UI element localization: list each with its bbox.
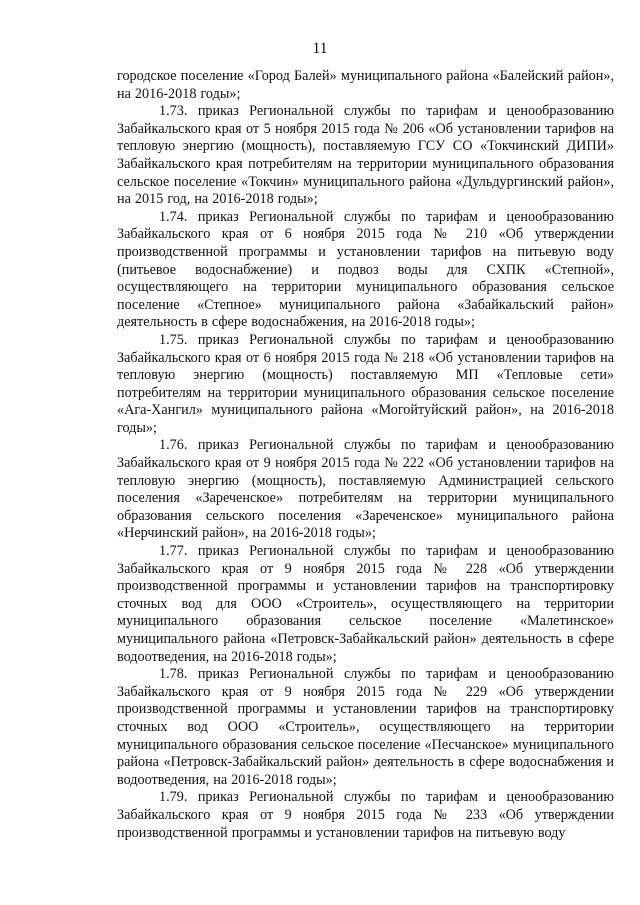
paragraph-item-1-78: 1.78. приказ Региональной службы по тарифам и ценообразованию Забайкальского края от 9 ноября 2015 года № 229 «Об утверждении производственной программы и установлении тарифов на транспортировку сточных вод ООО «Строитель», осуществляющего на территории муниципального образования сельское поселение «Песчанское» муниципального района «Петровск-Забайкальский район» деятельность в сфере водоснабжения и водоотведения, на 2016-2018 годы»;	[117, 666, 614, 788]
paragraph-item-1-74: 1.74. приказ Региональной службы по тарифам и ценообразованию Забайкальского края от 6 ноября 2015 года № 210 «Об утверждении производственной программы и установлении тарифов на питьевую воду (питьевое водоснабжение) и подвоз воды для СХПК «Степной», осуществляющего на территории муниципального образования сельское поселение «Степное» муниципального района «Забайкальский район» деятельность в сфере водоснабжения, на 2016-2018 годы»;	[117, 208, 614, 331]
paragraph-continuation: городское поселение «Город Балей» муниципального района «Балейский район», на 2016-2018 годы»;	[117, 68, 614, 102]
paragraph-item-1-77: 1.77. приказ Региональной службы по тарифам и ценообразованию Забайкальского края от 9 ноября 2015 года № 228 «Об утверждении производственной программы и установлении тарифов на транспортировку сточных вод для ООО «Строитель», осуществляющего на территории муниципального образования сельское поселение «Малетинское» муниципального района «Петровск-Забайкальский район» деятельность в сфере водоотведения, на 2016-2018 годы»;	[117, 543, 614, 665]
page-number: 11	[312, 40, 328, 57]
document-body	[117, 68, 614, 842]
paragraph-item-1-75: 1.75. приказ Региональной службы по тарифам и ценообразованию Забайкальского края от 6 ноября 2015 года № 218 «Об установлении тарифов на тепловую энергию (мощность) поставляемую МП «Тепловые сети» потребителям на территории муниципального образования сельское поселение «Ага-Хангил» муниципального района «Могойтуйский район», на 2016-2018 годы»;	[117, 331, 614, 436]
paragraph-item-1-73: 1.73. приказ Региональной службы по тарифам и ценообразованию Забайкальского края от 5 ноября 2015 года № 206 «Об установлении тарифов на тепловую энергию (мощность), поставляемую ГСУ СО «Токчинский ДИПИ» Забайкальского края потребителям на территории муниципального образования сельское поселение «Токчин» муниципального района «Дульдургинский район», на 2015 год, на 2016-2018 годы»;	[117, 103, 614, 208]
paragraph-item-1-79: 1.79. приказ Региональной службы по тарифам и ценообразованию Забайкальского края от 9 ноября 2015 года № 233 «Об утверждении производственной программы и установлении тарифов на питьевую воду	[117, 789, 614, 841]
paragraph-item-1-76: 1.76. приказ Региональной службы по тарифам и ценообразованию Забайкальского края от 9 ноября 2015 года № 222 «Об установлении тарифов на тепловую энергию (мощность), поставляемую Администрацией сельского поселения «Зареченское» потребителям на территории муниципального образования сельского поселения «Зареченское» муниципального района «Нерчинский район», на 2016-2018 годы»;	[117, 437, 614, 542]
